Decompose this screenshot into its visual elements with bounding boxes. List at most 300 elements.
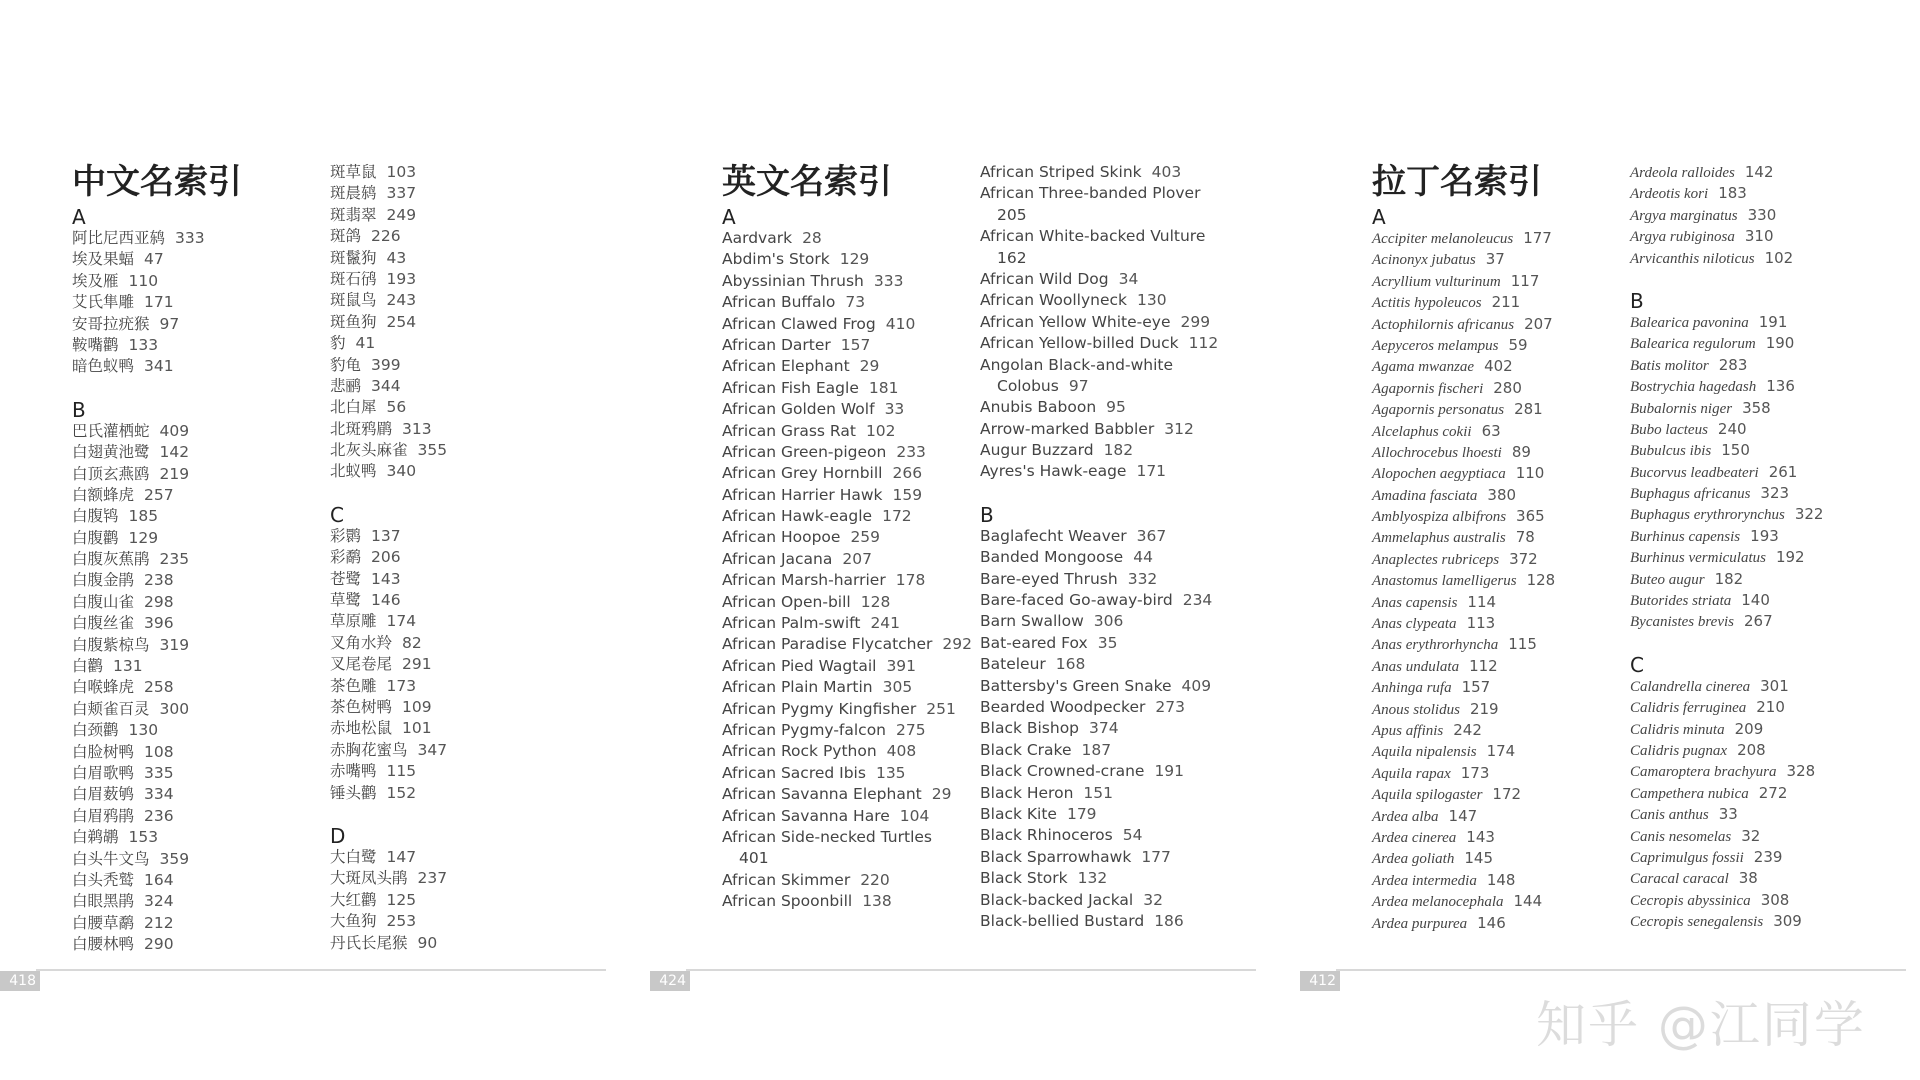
index-entry (980, 461, 1230, 482)
index-entry (1630, 205, 1880, 226)
index-entry (330, 461, 580, 482)
entry-name: Augur Buzzard (980, 441, 1094, 460)
entry-page-number: 347 (417, 740, 448, 759)
entry-page-number: 391 (886, 656, 917, 675)
entry-page-number: 131 (113, 657, 143, 676)
entry-page-number: 113 (1466, 614, 1496, 633)
entry-page-number: 89 (1511, 442, 1531, 461)
watermark: 知乎 @江同学 (1536, 996, 1866, 1054)
index-page (0, 0, 650, 1080)
entry-name: Actitis hypoleucos (1372, 295, 1482, 312)
index-entry (72, 699, 322, 720)
entry-page-number: 138 (862, 892, 892, 911)
entry-name: 白眉歌鸭 (72, 763, 135, 782)
entry-name: Argya rubiginosa (1630, 229, 1735, 246)
entry-name: 彩鹮 (330, 526, 362, 545)
index-entry (330, 569, 580, 590)
entry-page-number: 261 (1768, 462, 1798, 481)
index-entry (72, 570, 322, 591)
index-entry (330, 269, 580, 290)
index-entry (1372, 827, 1622, 848)
index-entry (1630, 376, 1880, 397)
entry-page-number: 143 (1466, 827, 1495, 846)
entry-name: Black Crowned-crane (980, 762, 1145, 781)
entry-page-number: 340 (386, 462, 417, 481)
entry-page-number: 174 (386, 612, 417, 631)
entry-page-number: 56 (386, 398, 407, 417)
index-entry (722, 249, 972, 270)
entry-name: Ardea alba (1372, 808, 1439, 825)
index-entry (1372, 378, 1622, 399)
index-entry (1630, 162, 1880, 183)
index-entry (1372, 741, 1622, 762)
entry-name: Battersby's Green Snake (980, 676, 1172, 695)
index-entry (330, 547, 580, 568)
entry-name: 白眉鸦鹃 (72, 806, 135, 825)
index-entry (1630, 719, 1880, 740)
entry-page-number: 308 (1760, 890, 1790, 909)
entry-page-number: 130 (128, 721, 159, 740)
entry-page-number: 267 (1744, 612, 1773, 631)
entry-page-number: 324 (144, 892, 174, 911)
entry-page-number: 135 (875, 763, 906, 782)
index-entry (72, 891, 322, 912)
entry-page-number: 174 (1486, 742, 1516, 761)
entry-page-number: 133 (128, 335, 159, 354)
index-entry (330, 761, 580, 782)
entry-name: 安哥拉疣猴 (72, 314, 150, 333)
entry-name: 白腰林鸭 (72, 935, 135, 954)
index-entry (330, 654, 580, 675)
entry-page-number: 54 (1122, 826, 1143, 845)
index-entry (980, 590, 1230, 611)
index-entry (980, 569, 1230, 590)
entry-page-number: 110 (1515, 464, 1545, 483)
entry-page-number: 150 (1721, 441, 1750, 460)
index-entry (980, 804, 1230, 825)
index-entry (1630, 590, 1880, 611)
entry-page-number: 403 (1151, 163, 1182, 181)
entry-name: 锤头鹳 (330, 783, 377, 802)
entry-name: 叉角水羚 (330, 633, 393, 652)
entry-page-number: 312 (1164, 419, 1194, 438)
entry-page-number: 112 (1188, 334, 1219, 353)
entry-name: African Pygmy-falcon (722, 720, 886, 739)
index-entry (1372, 656, 1622, 677)
entry-name: Angolan Black-and-white (980, 355, 1174, 374)
entry-name: 白腹鸨 (72, 507, 119, 526)
index-column (72, 162, 322, 956)
entry-page-number: 238 (144, 571, 174, 590)
entry-name: African Palm-swift (722, 614, 861, 633)
entry-page-number: 367 (1136, 526, 1167, 545)
entry-page-number: 177 (1141, 847, 1171, 866)
entry-name: Buphagus erythrorynchus (1630, 507, 1785, 524)
index-entry (72, 356, 322, 377)
index-entry (330, 611, 580, 632)
entry-name: African Open-bill (722, 592, 851, 611)
entry-name: 北灰头麻雀 (330, 441, 408, 460)
entry-name: 北蚁鸭 (330, 462, 377, 481)
entry-name: African Savanna Hare (722, 806, 890, 825)
entry-name: African Hoopoe (722, 528, 841, 547)
entry-page-number: 144 (1513, 892, 1543, 911)
entry-name: 暗色蚁鸭 (72, 357, 135, 376)
entry-name: 埃及雁 (72, 271, 119, 290)
index-entry (1630, 183, 1880, 204)
index-entry (722, 228, 972, 249)
entry-page-number: 102 (865, 421, 896, 440)
entry-page-number: 358 (1742, 398, 1771, 417)
entry-name: 斑鱼狗 (330, 312, 377, 331)
index-entry (330, 633, 580, 654)
entry-page-number: 112 (1469, 656, 1498, 675)
entry-page-number: 281 (1514, 400, 1543, 419)
entry-name: Calandrella cinerea (1630, 678, 1751, 695)
entry-name: 斑鼠鸟 (330, 291, 377, 310)
index-entry (72, 677, 322, 698)
entry-name: Calidris minuta (1630, 721, 1725, 738)
entry-name: African Yellow White-eye (980, 312, 1171, 331)
entry-page-number: 130 (1137, 291, 1167, 310)
entry-page-number: 110 (128, 271, 159, 290)
entry-name: 茶色雕 (330, 676, 377, 695)
entry-name: African Rock Python (722, 742, 877, 761)
index-entry (72, 784, 322, 805)
entry-page-number: 273 (1155, 697, 1185, 716)
page-number-tab: 424 (650, 971, 690, 991)
index-entry (1372, 870, 1622, 891)
entry-name: 赤嘴鸭 (330, 762, 377, 781)
section-letter: B (980, 502, 994, 527)
entry-name: Ardea cinerea (1372, 829, 1457, 846)
entry-name: 草鹭 (330, 591, 362, 610)
index-entry (980, 611, 1230, 632)
index-entry (722, 827, 972, 848)
index-entry (980, 783, 1230, 804)
entry-name: Arrow-marked Babbler (980, 419, 1155, 438)
entry-name: Baglafecht Weaver (980, 526, 1127, 545)
index-entry (72, 827, 322, 848)
entry-page-number: 291 (402, 655, 432, 674)
index-entry (722, 271, 972, 292)
entry-name: Buphagus africanus (1630, 486, 1751, 503)
entry-page-number: 153 (128, 828, 159, 847)
index-entry (1630, 826, 1880, 847)
entry-page-number: 78 (1515, 528, 1535, 547)
section-letter: C (1630, 652, 1644, 677)
entry-name: African Side-necked Turtles (722, 827, 932, 846)
index-entry (1372, 763, 1622, 784)
index-entry (980, 162, 1230, 183)
entry-name: 巴氏灌栖蛇 (72, 421, 150, 440)
entry-name: Allochrocebus lhoesti (1372, 444, 1502, 461)
index-entry (980, 761, 1230, 782)
entry-name: African Skimmer (722, 870, 851, 889)
section-letter: B (1630, 288, 1644, 313)
entry-page-number: 210 (1756, 698, 1785, 717)
index-entry (1630, 504, 1880, 525)
entry-page-number: 241 (870, 614, 901, 633)
index-entry (1372, 527, 1622, 548)
entry-page-number: 147 (386, 847, 417, 866)
index-entry (72, 228, 322, 249)
entry-page-number: 97 (1068, 376, 1089, 395)
entry-name: 豹 (330, 334, 346, 353)
entry-name: 401 (739, 849, 769, 868)
entry-name: 丹氏长尾猴 (330, 933, 408, 952)
index-entry (722, 506, 972, 527)
entry-name: African White-backed Vulture (980, 227, 1206, 246)
index-entry (1630, 248, 1880, 269)
index-entry (330, 162, 580, 183)
entry-name: African Grass Rat (722, 421, 856, 440)
entry-name: Amadina fasciata (1372, 487, 1478, 504)
index-entry (1630, 911, 1880, 932)
entry-name: Bostrychia hagedash (1630, 379, 1757, 396)
index-entry (1630, 569, 1880, 590)
index-entry (1630, 890, 1880, 911)
entry-page-number: 186 (1154, 911, 1184, 930)
entry-page-number: 37 (1485, 250, 1505, 269)
index-entry (72, 720, 322, 741)
entry-name: 斑翡翠 (330, 205, 377, 224)
entry-name: Batis molitor (1630, 357, 1709, 374)
entry-page-number: 143 (371, 569, 401, 588)
entry-name: Ammelaphus australis (1372, 530, 1506, 547)
entry-page-number: 90 (417, 933, 438, 952)
entry-name: Caprimulgus fossii (1630, 849, 1744, 866)
entry-name: 茶色树鸭 (330, 697, 393, 716)
entry-page-number: 396 (144, 614, 174, 633)
index-entry (1372, 292, 1622, 313)
entry-page-number: 332 (1127, 569, 1158, 588)
entry-page-number: 190 (1765, 334, 1795, 353)
index-entry (722, 634, 972, 655)
entry-name: 阿比尼西亚鸫 (72, 229, 166, 247)
entry-name: 白颊雀百灵 (72, 699, 150, 718)
index-entry (980, 397, 1230, 418)
index-entry (1372, 570, 1622, 591)
index-entry (980, 419, 1230, 440)
entry-name: Ardeotis kori (1630, 186, 1709, 203)
entry-page-number: 146 (371, 591, 401, 610)
entry-page-number: 306 (1093, 612, 1124, 631)
entry-page-number: 344 (371, 376, 401, 395)
entry-name: Apus affinis (1372, 722, 1444, 739)
index-entry (980, 312, 1230, 333)
index-entry (1372, 421, 1622, 442)
entry-name: Anaplectes rubriceps (1372, 551, 1500, 568)
entry-page-number: 333 (873, 271, 904, 290)
section-gap (330, 804, 580, 825)
index-entry (72, 421, 322, 442)
entry-page-number: 114 (1467, 592, 1497, 611)
index-entry (72, 335, 322, 356)
index-entry (980, 269, 1230, 290)
index-entry (722, 613, 972, 634)
entry-name: African Woollyneck (980, 291, 1127, 310)
index-page (1300, 0, 1920, 1080)
index-entry (980, 890, 1230, 911)
entry-name: Campethera nubica (1630, 785, 1749, 802)
entry-page-number: 59 (1508, 335, 1528, 354)
index-entry (722, 741, 972, 762)
entry-name: African Darter (722, 335, 831, 354)
entry-page-number: 292 (942, 635, 973, 654)
index-entry (722, 870, 972, 891)
entry-name: 白腹紫椋鸟 (72, 635, 150, 654)
entry-page-number: 334 (144, 785, 174, 804)
index-entry (330, 183, 580, 204)
entry-page-number: 47 (144, 250, 164, 269)
index-entry (330, 376, 580, 397)
entry-name: Canis anthus (1630, 807, 1709, 824)
entry-page-number: 63 (1481, 421, 1501, 440)
index-entry (980, 205, 1230, 226)
entry-page-number: 337 (386, 184, 417, 203)
index-entry (980, 355, 1230, 376)
index-entry (1630, 440, 1880, 461)
index-entry (722, 677, 972, 698)
entry-page-number: 301 (1760, 676, 1789, 695)
entry-name: Black-bellied Bustard (980, 911, 1145, 930)
entry-page-number: 108 (144, 742, 174, 761)
entry-page-number: 328 (1786, 762, 1816, 781)
index-entry (722, 763, 972, 784)
entry-page-number: 129 (839, 250, 870, 269)
entry-page-number: 171 (144, 293, 174, 312)
index-entry (1630, 226, 1880, 247)
entry-page-number: 319 (159, 635, 190, 654)
entry-page-number: 280 (1493, 378, 1522, 397)
index-entry (980, 868, 1230, 889)
entry-page-number: 173 (386, 676, 417, 695)
index-column (330, 162, 580, 954)
entry-name: Agama mwanzae (1372, 359, 1475, 376)
index-entry (330, 697, 580, 718)
entry-name: Accipiter melanoleucus (1372, 231, 1514, 247)
index-entry (1372, 399, 1622, 420)
entry-page-number: 101 (402, 719, 432, 738)
entry-name: 草原雕 (330, 612, 377, 631)
entry-name: Buteo augur (1630, 571, 1705, 588)
entry-page-number: 178 (895, 571, 926, 590)
entry-page-number: 409 (159, 421, 190, 440)
entry-name: 北白犀 (330, 398, 377, 417)
index-title: 中文名索引 (72, 162, 242, 202)
entry-name: 白腹山雀 (72, 592, 135, 611)
entry-page-number: 335 (144, 763, 174, 782)
entry-name: Anhinga rufa (1372, 680, 1452, 697)
index-entry (72, 763, 322, 784)
entry-name: Aquila nipalensis (1372, 744, 1477, 761)
entry-name: Calidris pugnax (1630, 742, 1728, 759)
entry-page-number: 33 (1718, 805, 1738, 824)
section-gap (980, 483, 1230, 504)
entry-page-number: 330 (1747, 205, 1777, 224)
entry-name: African Harrier Hawk (722, 485, 883, 504)
index-entry (722, 399, 972, 420)
index-entry (722, 891, 972, 912)
entry-page-number: 82 (402, 633, 422, 652)
index-entry (1372, 848, 1622, 869)
index-entry (980, 526, 1230, 547)
index-entry (330, 911, 580, 932)
entry-page-number: 409 (1181, 676, 1212, 695)
entry-page-number: 35 (1097, 633, 1118, 652)
index-entry (980, 633, 1230, 654)
entry-name: 叉尾卷尾 (330, 655, 393, 674)
entry-page-number: 402 (1484, 357, 1513, 376)
index-entry (1630, 312, 1880, 333)
entry-name: 豹龟 (330, 355, 362, 374)
index-entry (330, 355, 580, 376)
index-entry (1630, 740, 1880, 761)
index-entry (72, 635, 322, 656)
entry-name: Black-backed Jackal (980, 890, 1134, 909)
entry-page-number: 323 (1760, 484, 1790, 503)
entry-name: 斑鸽 (330, 227, 362, 246)
entry-name: Ardea purpurea (1372, 915, 1468, 932)
entry-name: Anous stolidus (1372, 701, 1460, 718)
entry-page-number: 137 (371, 526, 401, 545)
index-entry (1372, 592, 1622, 613)
entry-name: 大鱼狗 (330, 912, 377, 931)
entry-page-number: 38 (1738, 869, 1758, 888)
entry-name: 白腹灰蕉鹃 (72, 550, 150, 569)
index-entry (722, 549, 972, 570)
entry-page-number: 259 (850, 528, 881, 547)
index-entry (1630, 333, 1880, 354)
index-entry (980, 290, 1230, 311)
index-entry (1630, 761, 1880, 782)
entry-name: 大斑凤头鹃 (330, 869, 408, 888)
entry-page-number: 191 (1154, 762, 1185, 781)
entry-page-number: 145 (1464, 849, 1493, 868)
entry-name: Amblyospiza albifrons (1372, 509, 1507, 526)
entry-page-number: 193 (386, 269, 417, 288)
entry-page-number: 125 (386, 890, 417, 909)
index-entry (1630, 483, 1880, 504)
index-entry (980, 248, 1230, 269)
index-entry (72, 271, 322, 292)
index-entry (1372, 613, 1622, 634)
section-letter: B (72, 397, 86, 422)
index-entry (722, 592, 972, 613)
entry-page-number: 313 (402, 419, 432, 438)
footer-rule (1336, 969, 1906, 971)
entry-name: Bycanistes brevis (1630, 614, 1734, 631)
entry-page-number: 410 (885, 314, 916, 333)
index-entry (1630, 847, 1880, 868)
entry-name: 大白鹭 (330, 847, 377, 866)
entry-page-number: 97 (159, 314, 180, 333)
entry-name: Banded Mongoose (980, 548, 1124, 567)
entry-page-number: 103 (386, 163, 417, 181)
entry-page-number: 212 (144, 913, 174, 932)
entry-name: Argya marginatus (1630, 207, 1738, 224)
index-entry (72, 742, 322, 763)
index-entry (1372, 228, 1622, 249)
entry-name: African Golden Wolf (722, 400, 875, 419)
index-entry (980, 376, 1230, 397)
index-entry (72, 806, 322, 827)
index-entry (1372, 913, 1622, 934)
entry-page-number: 220 (860, 870, 890, 889)
entry-name: Balearica regulorum (1630, 336, 1756, 353)
entry-name: 赤地松鼠 (330, 719, 393, 738)
